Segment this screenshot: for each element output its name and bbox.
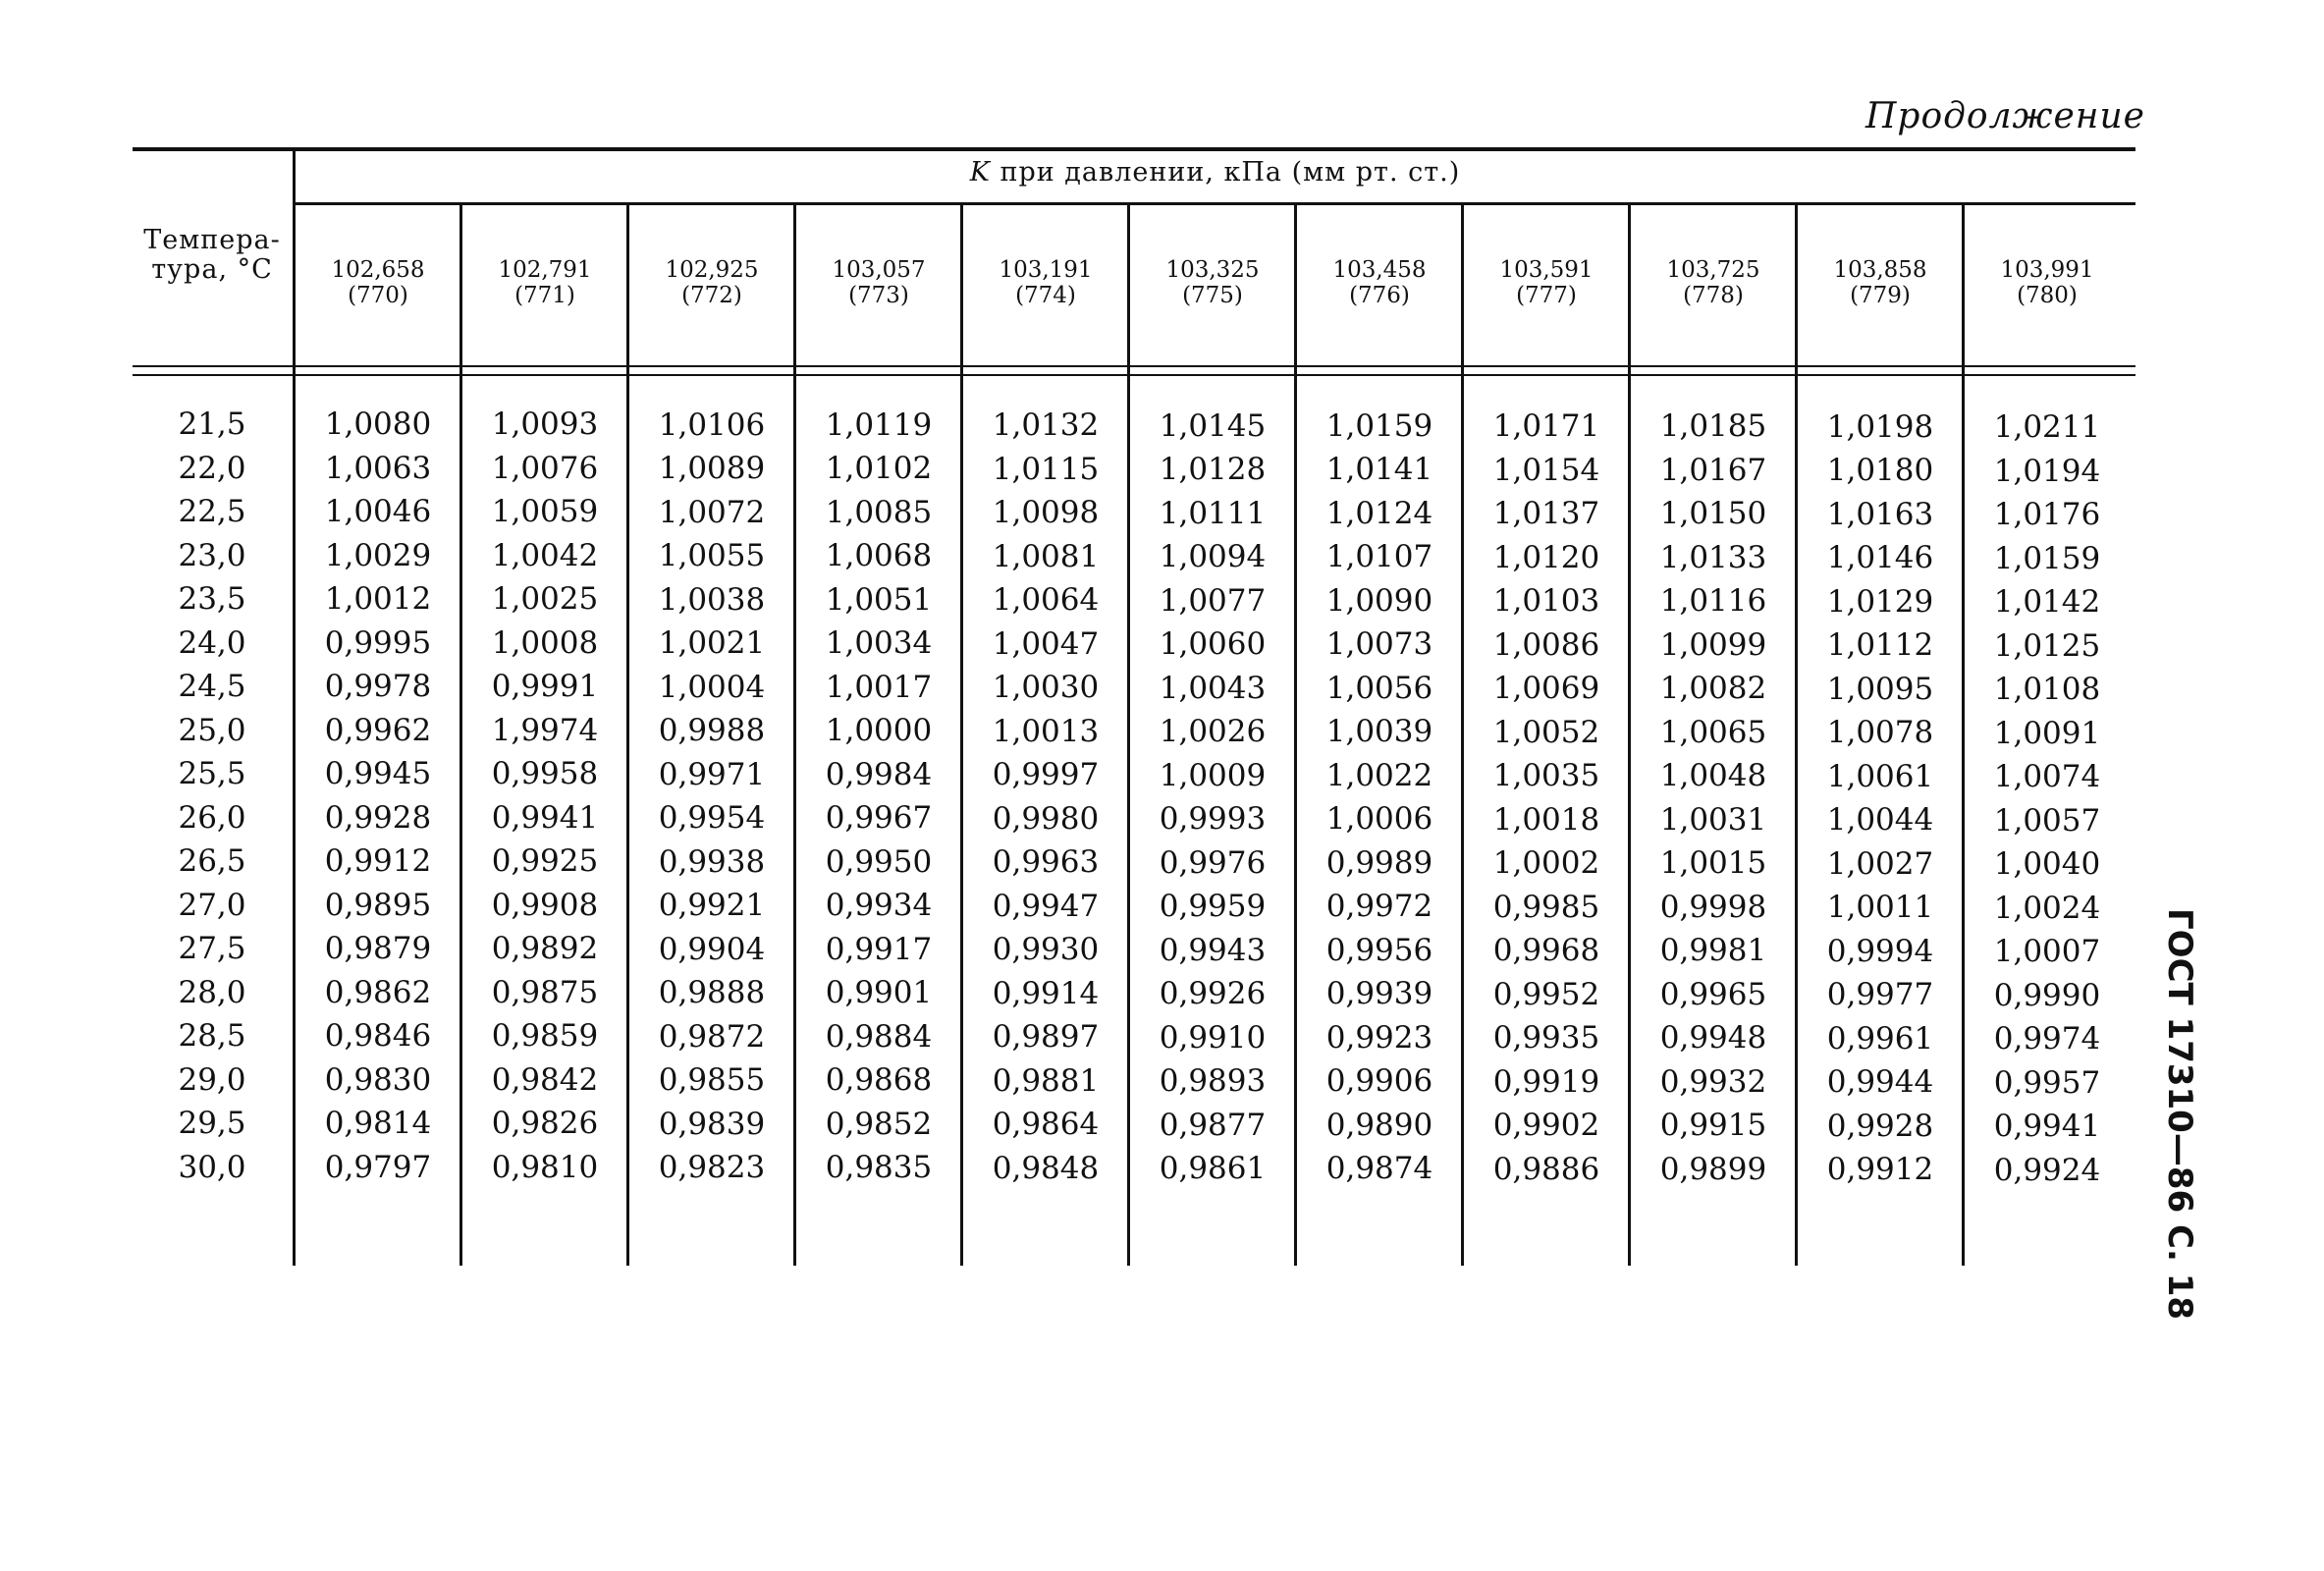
- k-value-cell: 0,9977: [1826, 977, 1934, 1013]
- k-value-cell: 1,0007: [1993, 934, 2101, 969]
- k-value-cell: 0,9963: [992, 844, 1100, 881]
- k-value-cell: 0,9980: [992, 800, 1100, 837]
- k-value-cell: 1,0081: [992, 538, 1100, 574]
- k-value-cell: 1,0089: [658, 451, 766, 487]
- pressure-column-header: [795, 257, 962, 308]
- k-value-cell: 1,0167: [1659, 452, 1767, 488]
- k-value-cell: 0,9908: [491, 887, 599, 923]
- k-value-cell: 0,9948: [1659, 1020, 1767, 1056]
- pressure-kpa: 102,925: [665, 257, 759, 283]
- pressure-mmhg: (779): [1850, 283, 1911, 308]
- k-value-cell: 1,0015: [1659, 845, 1767, 882]
- header-bottom-rule-2: [133, 374, 2135, 376]
- k-value-cell: 0,9994: [1826, 933, 1934, 969]
- pressure-kpa: 103,458: [1332, 257, 1427, 283]
- k-value-cell: 1,0111: [1159, 495, 1267, 531]
- k-value-cell: 0,9893: [1159, 1063, 1267, 1099]
- k-value-cell: 0,9989: [1325, 844, 1433, 881]
- k-value-cell: 0,9959: [1159, 889, 1267, 924]
- k-value-cell: 0,9910: [1159, 1019, 1267, 1056]
- k-value-cell: 0,9897: [992, 1019, 1100, 1056]
- k-value-cell: 1,0211: [1993, 409, 2101, 445]
- k-value-cell: 0,9830: [324, 1061, 432, 1098]
- pressure-mmhg: (780): [2017, 283, 2078, 308]
- temperature-cell: 22,0: [178, 450, 246, 486]
- k-value-cell: 0,9988: [658, 713, 766, 749]
- pressure-mmhg: (778): [1683, 283, 1744, 308]
- k-value-cell: 1,0090: [1325, 582, 1433, 619]
- k-value-cell: 0,9923: [1325, 1019, 1433, 1056]
- pressure-mmhg: (774): [1015, 283, 1076, 308]
- k-value-cell: 0,9967: [825, 800, 933, 837]
- k-value-cell: 1,0063: [324, 450, 432, 486]
- k-value-cell: 0,9895: [324, 887, 432, 923]
- k-value-cell: 0,9915: [1659, 1108, 1767, 1144]
- k-value-cell: 0,9935: [1492, 1020, 1600, 1056]
- k-value-cell: 0,9862: [324, 974, 432, 1010]
- k-value-cell: 0,9976: [1159, 844, 1267, 881]
- k-symbol: K: [969, 157, 991, 188]
- k-value-cell: 0,9934: [825, 888, 933, 924]
- k-value-cell: 1,0008: [491, 624, 599, 661]
- k-value-cell: 0,9890: [1325, 1107, 1433, 1143]
- k-value-cell: 1,0018: [1492, 801, 1600, 838]
- temperature-cell: 27,0: [178, 887, 246, 923]
- k-value-cell: 0,9957: [1993, 1064, 2101, 1101]
- k-value-cell: 1,0119: [825, 406, 933, 443]
- k-value-cell: 0,9875: [491, 974, 599, 1010]
- k-value-cell: 0,9835: [825, 1150, 933, 1186]
- k-value-cell: 0,9906: [1325, 1063, 1433, 1100]
- k-value-cell: 0,9995: [324, 624, 432, 661]
- k-value-cell: 1,0128: [1159, 452, 1267, 487]
- k-value-cell: 1,0073: [1325, 626, 1433, 663]
- k-value-cell: 1,0163: [1826, 496, 1934, 532]
- k-value-cell: 0,9868: [825, 1062, 933, 1099]
- table-top-rule: [133, 147, 2135, 151]
- k-value-cell: 0,9985: [1492, 889, 1600, 925]
- k-value-cell: 0,9997: [992, 757, 1100, 793]
- k-value-cell: 1,0040: [1993, 846, 2101, 882]
- pressure-column-header: [295, 257, 461, 308]
- k-value-cell: 0,9901: [825, 975, 933, 1011]
- k-value-cell: 1,0017: [825, 669, 933, 705]
- k-value-cell: 0,9950: [825, 843, 933, 880]
- k-value-cell: 0,9958: [491, 756, 599, 792]
- k-value-cell: 1,0125: [1993, 627, 2101, 664]
- k-value-cell: 0,9956: [1325, 932, 1433, 968]
- k-value-cell: 1,0046: [324, 494, 432, 529]
- k-value-cell: 0,9839: [658, 1106, 766, 1142]
- pressure-mmhg: (772): [681, 283, 742, 308]
- k-value-cell: 0,9861: [1159, 1151, 1267, 1186]
- temperature-cell: 27,5: [178, 931, 246, 966]
- k-value-cell: 0,9917: [825, 931, 933, 967]
- k-value-cell: 0,9924: [1993, 1152, 2101, 1188]
- k-value-cell: 0,9990: [1993, 977, 2101, 1013]
- k-value-cell: 1,0009: [1159, 757, 1267, 793]
- k-value-cell: 0,9879: [324, 931, 432, 966]
- k-value-cell: 1,0098: [992, 495, 1100, 531]
- k-value-cell: 0,9921: [658, 888, 766, 924]
- k-value-cell: 0,9826: [491, 1106, 599, 1142]
- k-value-cell: 1,0029: [324, 537, 432, 573]
- k-value-cell: 1,0047: [992, 625, 1100, 662]
- k-value-cell: 1,0112: [1826, 627, 1934, 664]
- pressure-kpa: 103,991: [2000, 257, 2094, 283]
- k-value-cell: 1,0086: [1492, 626, 1600, 663]
- k-value-cell: 1,0091: [1993, 715, 2101, 751]
- k-value-cell: 0,9945: [324, 756, 432, 791]
- k-value-cell: 0,9947: [992, 888, 1100, 924]
- k-value-cell: 1,0064: [992, 582, 1100, 619]
- k-value-cell: 0,9823: [658, 1150, 766, 1186]
- pressure-mmhg: (770): [348, 283, 408, 308]
- k-value-cell: 0,9928: [324, 799, 432, 836]
- k-value-cell: 1,0042: [491, 537, 599, 573]
- k-value-cell: 0,9941: [491, 799, 599, 836]
- temperature-cell: 25,0: [178, 712, 246, 748]
- k-value-cell: 0,9892: [491, 931, 599, 967]
- temperature-header-line1: Темпера-: [143, 225, 281, 255]
- k-value-cell: 0,9846: [324, 1018, 432, 1054]
- pressure-group-header: [295, 157, 2135, 196]
- pressure-column-header: [1296, 257, 1463, 308]
- k-value-cell: 0,9998: [1659, 889, 1767, 925]
- k-value-cell: 1,0150: [1659, 496, 1767, 532]
- k-value-cell: 0,9848: [992, 1150, 1100, 1186]
- k-value-cell: 0,9888: [658, 975, 766, 1011]
- temperature-cell: 21,5: [178, 406, 246, 442]
- header-sub-rule: [295, 202, 2135, 205]
- k-value-cell: 0,9797: [324, 1149, 432, 1185]
- temperature-cell: 23,0: [178, 537, 246, 573]
- k-value-cell: 1,0060: [1159, 626, 1267, 662]
- k-value-cell: 1,0159: [1993, 540, 2101, 576]
- k-value-cell: 0,9912: [324, 843, 432, 879]
- k-value-cell: 0,9932: [1659, 1063, 1767, 1100]
- k-value-cell: 1,0146: [1826, 540, 1934, 576]
- k-value-cell: 0,9855: [658, 1062, 766, 1099]
- k-value-cell: 1,0124: [1325, 495, 1433, 531]
- temperature-header-line2: тура, °С: [151, 254, 273, 285]
- k-value-cell: 1,0021: [658, 625, 766, 662]
- k-value-cell: 1,0055: [658, 538, 766, 574]
- k-value-cell: 0,9912: [1826, 1152, 1934, 1188]
- k-value-cell: 1,0027: [1826, 845, 1934, 882]
- k-value-cell: 1,0006: [1325, 801, 1433, 838]
- k-value-cell: 0,9938: [658, 843, 766, 880]
- k-value-cell: 0,9930: [992, 932, 1100, 968]
- k-value-cell: 0,9961: [1826, 1020, 1934, 1056]
- pressure-column-header: [1129, 257, 1296, 308]
- temperature-cell: 26,5: [178, 843, 246, 879]
- k-value-cell: 0,9968: [1492, 933, 1600, 969]
- k-value-cell: 1,0072: [658, 494, 766, 530]
- k-value-cell: 1,0141: [1325, 452, 1433, 488]
- k-value-cell: 0,9952: [1492, 976, 1600, 1012]
- k-value-cell: 1,0099: [1659, 626, 1767, 663]
- k-value-cell: 0,9925: [491, 843, 599, 880]
- k-value-cell: 0,9926: [1159, 976, 1267, 1011]
- k-value-cell: 0,9939: [1325, 976, 1433, 1012]
- k-value-cell: 0,9981: [1659, 933, 1767, 969]
- k-value-cell: 0,9852: [825, 1106, 933, 1142]
- k-value-cell: 1,0039: [1325, 714, 1433, 750]
- k-value-cell: 1,0061: [1826, 758, 1934, 794]
- pressure-kpa: 103,325: [1165, 257, 1260, 283]
- k-value-cell: 1,0057: [1993, 802, 2101, 839]
- k-value-cell: 1,0185: [1659, 408, 1767, 445]
- k-value-cell: 1,0180: [1826, 453, 1934, 489]
- k-value-cell: 0,9899: [1659, 1151, 1767, 1187]
- temperature-cell: 28,5: [178, 1018, 246, 1054]
- k-value-cell: 1,9974: [491, 712, 599, 748]
- k-value-cell: 1,0051: [825, 581, 933, 618]
- k-value-cell: 1,0077: [1159, 582, 1267, 619]
- pressure-kpa: 103,725: [1666, 257, 1760, 283]
- k-value-cell: 1,0095: [1826, 671, 1934, 707]
- k-value-cell: 1,0035: [1492, 758, 1600, 794]
- k-value-cell: 1,0000: [825, 713, 933, 749]
- continuation-label: Продолжение: [1865, 96, 2145, 136]
- k-value-cell: 1,0038: [658, 581, 766, 618]
- k-value-cell: 1,0068: [825, 538, 933, 574]
- k-value-cell: 1,0120: [1492, 539, 1600, 575]
- k-value-cell: 0,9842: [491, 1061, 599, 1098]
- pressure-mmhg: (776): [1349, 283, 1410, 308]
- k-header-text: при давлении, кПа (мм рт. ст.): [990, 157, 1461, 188]
- k-value-cell: 1,0082: [1659, 671, 1767, 707]
- k-value-cell: 1,0093: [491, 406, 599, 443]
- k-value-cell: 0,9971: [658, 756, 766, 792]
- pressure-column-header: [1630, 257, 1797, 308]
- k-value-cell: 0,9884: [825, 1018, 933, 1055]
- temperature-cell: 24,0: [178, 624, 246, 661]
- pressure-kpa: 103,191: [999, 257, 1093, 283]
- k-value-cell: 1,0102: [825, 451, 933, 487]
- k-value-cell: 0,9972: [1325, 889, 1433, 925]
- k-value-cell: 1,0171: [1492, 408, 1600, 445]
- k-value-cell: 1,0103: [1492, 583, 1600, 620]
- header-bottom-rule: [133, 365, 2135, 367]
- pressure-column-header: [628, 257, 795, 308]
- k-value-cell: 0,9978: [324, 669, 432, 704]
- k-value-cell: 0,9919: [1492, 1063, 1600, 1100]
- k-value-cell: 1,0078: [1826, 715, 1934, 751]
- k-value-cell: 1,0044: [1826, 802, 1934, 839]
- k-value-cell: 1,0074: [1993, 759, 2101, 794]
- pressure-kpa: 103,591: [1499, 257, 1594, 283]
- k-value-cell: 0,9974: [1993, 1021, 2101, 1056]
- temperature-cell: 29,0: [178, 1061, 246, 1098]
- k-value-cell: 1,0133: [1659, 539, 1767, 575]
- k-value-cell: 1,0116: [1659, 583, 1767, 620]
- pressure-mmhg: (771): [514, 283, 575, 308]
- k-value-cell: 1,0048: [1659, 758, 1767, 794]
- pressure-mmhg: (775): [1182, 283, 1243, 308]
- k-value-cell: 1,0159: [1325, 407, 1433, 444]
- temperature-cell: 28,0: [178, 974, 246, 1010]
- k-value-cell: 1,0132: [992, 407, 1100, 444]
- pressure-kpa: 103,858: [1833, 257, 1927, 283]
- temperature-cell: 24,5: [178, 669, 246, 704]
- temperature-cell: 26,0: [178, 799, 246, 836]
- k-value-cell: 1,0002: [1492, 845, 1600, 882]
- k-value-cell: 1,0129: [1826, 583, 1934, 620]
- k-value-cell: 1,0106: [658, 406, 766, 443]
- temperature-cell: 30,0: [178, 1149, 246, 1185]
- k-value-cell: 1,0030: [992, 670, 1100, 706]
- k-value-cell: 0,9810: [491, 1149, 599, 1185]
- k-value-cell: 1,0043: [1159, 670, 1267, 706]
- k-value-cell: 1,0059: [491, 494, 599, 530]
- k-value-cell: 0,9928: [1826, 1108, 1934, 1144]
- k-value-cell: 1,0107: [1325, 539, 1433, 575]
- k-value-cell: 1,0056: [1325, 670, 1433, 706]
- k-value-cell: 0,9886: [1492, 1151, 1600, 1187]
- temperature-cell: 22,5: [178, 494, 246, 529]
- k-value-cell: 1,0094: [1159, 539, 1267, 574]
- coefficient-table: [133, 147, 2135, 1276]
- k-value-cell: 1,0004: [658, 669, 766, 705]
- k-value-cell: 1,0011: [1826, 890, 1934, 926]
- k-value-cell: 0,9904: [658, 931, 766, 967]
- k-value-cell: 0,9864: [992, 1107, 1100, 1143]
- k-value-cell: 1,0085: [825, 494, 933, 530]
- k-value-cell: 1,0198: [1826, 408, 1934, 445]
- k-value-cell: 1,0080: [324, 406, 432, 442]
- k-value-cell: 0,9993: [1159, 801, 1267, 837]
- k-value-cell: 0,9954: [658, 800, 766, 837]
- k-value-cell: 0,9874: [1325, 1151, 1433, 1187]
- k-value-cell: 1,0176: [1993, 497, 2101, 532]
- k-value-cell: 1,0115: [992, 451, 1100, 487]
- pressure-column-header: [461, 257, 628, 308]
- k-value-cell: 0,9991: [491, 669, 599, 705]
- k-value-cell: 1,0013: [992, 713, 1100, 749]
- temperature-cell: 29,5: [178, 1106, 246, 1141]
- k-value-cell: 0,9943: [1159, 932, 1267, 968]
- k-value-cell: 0,9944: [1826, 1064, 1934, 1101]
- k-value-cell: 0,9859: [491, 1018, 599, 1055]
- k-value-cell: 0,9814: [324, 1106, 432, 1141]
- pressure-column-header: [1964, 257, 2131, 308]
- k-value-cell: 0,9965: [1659, 976, 1767, 1012]
- temperature-cell: 25,5: [178, 756, 246, 791]
- pressure-column-header: [962, 257, 1129, 308]
- k-value-cell: 1,0031: [1659, 801, 1767, 838]
- k-value-cell: 0,9881: [992, 1062, 1100, 1099]
- k-value-cell: 1,0022: [1325, 757, 1433, 793]
- pressure-mmhg: (773): [848, 283, 909, 308]
- pressure-column-header: [1463, 257, 1630, 308]
- k-value-cell: 1,0142: [1993, 584, 2101, 620]
- pressure-mmhg: (777): [1516, 283, 1577, 308]
- temperature-header: [133, 226, 292, 285]
- pressure-kpa: 103,057: [832, 257, 926, 283]
- k-value-cell: 0,9914: [992, 975, 1100, 1011]
- pressure-kpa: 102,658: [331, 257, 425, 283]
- k-value-cell: 1,0024: [1993, 890, 2101, 926]
- k-value-cell: 1,0145: [1159, 407, 1267, 444]
- k-value-cell: 1,0194: [1993, 453, 2101, 489]
- k-value-cell: 1,0076: [491, 450, 599, 486]
- k-value-cell: 0,9872: [658, 1018, 766, 1055]
- temperature-cell: 23,5: [178, 581, 246, 617]
- k-value-cell: 1,0034: [825, 625, 933, 662]
- k-value-cell: 1,0065: [1659, 714, 1767, 750]
- k-value-cell: 0,9984: [825, 756, 933, 792]
- k-value-cell: 0,9877: [1159, 1107, 1267, 1143]
- k-value-cell: 0,9962: [324, 712, 432, 748]
- k-value-cell: 1,0154: [1492, 452, 1600, 488]
- k-value-cell: 1,0108: [1993, 672, 2101, 707]
- k-value-cell: 1,0026: [1159, 714, 1267, 749]
- k-value-cell: 1,0069: [1492, 671, 1600, 707]
- k-value-cell: 0,9941: [1993, 1109, 2101, 1144]
- k-value-cell: 1,0137: [1492, 496, 1600, 532]
- k-value-cell: 1,0012: [324, 581, 432, 617]
- k-value-cell: 1,0025: [491, 581, 599, 618]
- pressure-kpa: 102,791: [498, 257, 592, 283]
- page-label: ГОСТ 17310—86 С. 18: [2160, 908, 2199, 1321]
- pressure-column-header: [1797, 257, 1964, 308]
- k-value-cell: 0,9902: [1492, 1108, 1600, 1144]
- k-value-cell: 1,0052: [1492, 714, 1600, 750]
